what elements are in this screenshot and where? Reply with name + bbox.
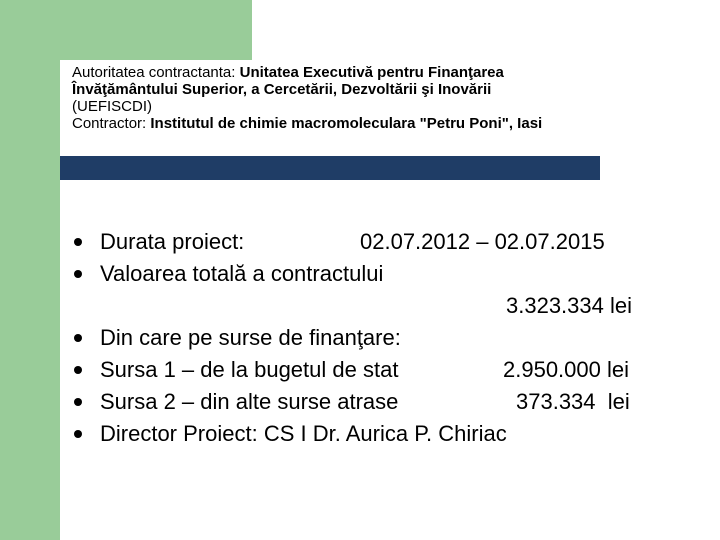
director-text: Director Proiect: CS I Dr. Aurica P. Chiriac: [100, 421, 507, 446]
list-item-sursa2: [72, 386, 712, 418]
contractor-label: Contractor:: [72, 115, 151, 132]
contract-header: [72, 64, 712, 132]
sursa1-value: 2.950.000 lei: [503, 357, 629, 382]
bullet-icon: [74, 398, 82, 406]
divider-bar: [60, 156, 600, 180]
header-line-contractor: [72, 115, 712, 132]
contractor-name: Institutul de chimie macromoleculara "Petru Poni", Iasi: [150, 115, 543, 132]
durata-value: 02.07.2012 – 02.07.2015: [360, 229, 605, 254]
sursa2-value: 373.334 lei: [516, 389, 630, 414]
list-item-valoare: [72, 258, 712, 290]
valoare-label: Valoarea totală a contractului: [100, 261, 384, 286]
bullet-icon: [74, 270, 82, 278]
header-line-acronym: [72, 98, 712, 115]
header-line-authority-cont: [72, 81, 712, 98]
authority-name-cont: Învăţământului Superior, a Cercetării, Dezvoltării şi Inovării: [72, 81, 492, 98]
authority-name: Unitatea Executivă pentru Finanţarea: [239, 64, 504, 81]
top-decorative-band: [0, 0, 252, 60]
bullet-icon: [74, 430, 82, 438]
durata-label: Durata proiect:: [100, 229, 245, 254]
authority-acronym: (UEFISCDI): [72, 98, 152, 115]
bullet-icon: [74, 334, 82, 342]
header-line-authority: [72, 64, 712, 81]
list-item-sursa1: [72, 354, 712, 386]
left-decorative-band: [0, 0, 60, 540]
list-item-valoare-amount: [72, 290, 712, 322]
authority-label: Autoritatea contractanta:: [72, 64, 240, 81]
list-item-surse: [72, 322, 712, 354]
sursa1-label: Sursa 1 – de la bugetul de stat: [100, 357, 399, 382]
bullet-icon: [74, 238, 82, 246]
list-item-durata: [72, 226, 712, 258]
list-item-director: [72, 418, 712, 450]
bullet-icon: [74, 366, 82, 374]
sursa2-label: Sursa 2 – din alte surse atrase: [100, 389, 399, 414]
surse-label: Din care pe surse de finanţare:: [100, 325, 401, 350]
valoare-value: 3.323.334 lei: [506, 293, 632, 318]
project-details-list: [72, 226, 712, 450]
